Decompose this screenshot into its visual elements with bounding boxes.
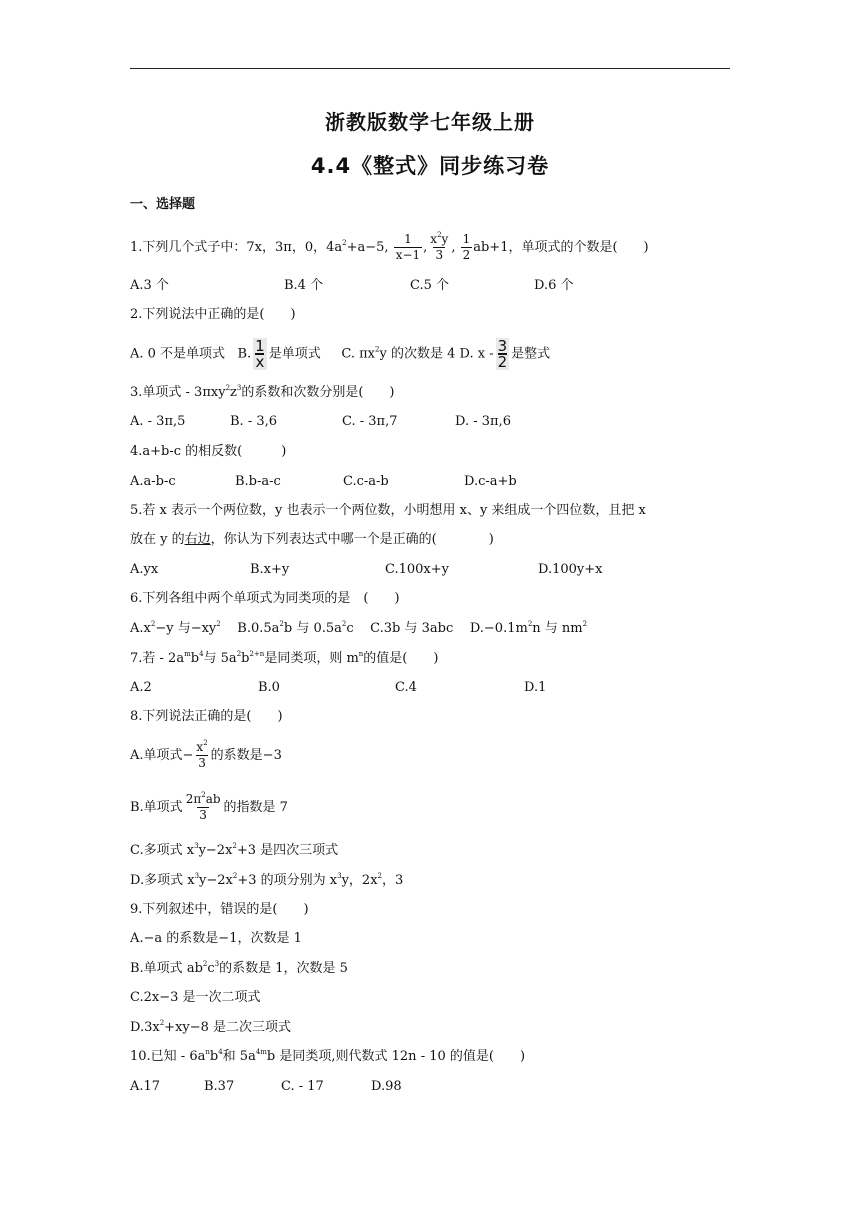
option-b: B.0 (258, 680, 280, 695)
option-c: C.4 (395, 680, 417, 695)
question-9-option-d: $D.3x^2+xy-8$ 是二次三项式 (130, 1019, 292, 1035)
document-title: 浙教版数学七年级上册 (325, 110, 535, 134)
option-a: A.2 (130, 680, 152, 695)
option-d: D.c-a+b (464, 474, 517, 489)
fraction: $\frac{1}{x-1}$ (395, 232, 421, 262)
question-1-stem: 1.下列几个式子中：7x，3π，0，$4a^2+a-5$, $\frac{1}{x-1}$ , $\frac{x^2y}{3}$ , $\frac{1}{2}$ ab+1，单项式的个数是( ) (130, 231, 649, 262)
option-a: A.yx (130, 562, 159, 577)
option-a: A.3 个 (130, 278, 169, 293)
option-b: B.b-a-c (235, 474, 281, 489)
option-c: C. - 17 (281, 1079, 324, 1094)
option-d: D.98 (371, 1079, 402, 1094)
question-2-stem: 2.下列说法中正确的是( ) (130, 307, 296, 322)
fraction: $\frac{x^2}{3}$ (196, 739, 208, 770)
section-heading: 一、选择题 (130, 197, 196, 212)
fraction: $\frac{x^2y}{3}$ (430, 231, 449, 262)
fraction: $\frac{1}{x}$ (255, 337, 265, 371)
question-10-stem: 10.已知 - $6a^nb^4$和 $5a^{4m}b$ 是同类项,则代数式 12n - 10 的值是( ) (130, 1048, 526, 1064)
option-d: D. - 3π,6 (455, 414, 511, 429)
option-c: C. - 3π,7 (342, 414, 398, 429)
option-c: C.c-a-b (343, 474, 389, 489)
question-5-stem-line-2: 放在 y 的右边，你认为下列表达式中哪一个是正确的( ) (130, 532, 494, 547)
document-subtitle: 4.4《整式》同步练习卷 (310, 154, 550, 178)
question-8-option-c: C.多项式 $x^3y-2x^2+3$ 是四次三项式 (130, 842, 339, 858)
header-rule (130, 68, 730, 69)
question-9-stem: 9.下列叙述中，错误的是( ) (130, 902, 309, 917)
option-d: D.6 个 (534, 278, 574, 293)
question-2-options: A. 0 不是单项式 B. $\frac{1}{x}$ 是单项式 C. $\pi x^2y$ 的次数是 4 D. x - $\frac{3}{2}$ 是整式 (130, 337, 551, 371)
question-8-option-b: B.单项式 $\frac{2\pi^2ab}{3}$ 的指数是 7 (130, 791, 288, 822)
option-b: B. - 3,6 (230, 414, 278, 429)
question-3-stem: 3.单项式 - $3\pi xy^2z^3$的系数和次数分别是( ) (130, 384, 395, 400)
option-d: D.1 (524, 680, 547, 695)
question-9-option-a: A.−a 的系数是−1，次数是 1 (130, 931, 302, 946)
fraction: $\frac{1}{2}$ (462, 232, 471, 262)
question-6-stem: 6.下列各组中两个单项式为同类项的是 ( ) (130, 591, 400, 606)
question-6-options: $A.x^2-y$ 与$-xy^2$ $B.0.5a^2b$ 与 $0.5a^2c$ C.3b 与 3abc $D.-0.1m^2n$ 与 $nm^2$ (130, 620, 588, 636)
option-c: C.100x+y (385, 562, 449, 577)
option-a: A.17 (130, 1079, 161, 1094)
option-c: C.5 个 (410, 278, 450, 293)
option-b: B.4 个 (284, 278, 324, 293)
question-8-option-a: A.单项式− $\frac{x^2}{3}$ 的系数是−3 (130, 739, 282, 770)
fraction: $\frac{3}{2}$ (497, 337, 508, 371)
question-8-stem: 8.下列说法正确的是( ) (130, 709, 283, 724)
option-d: D.100y+x (538, 562, 603, 577)
option-b: B.x+y (250, 562, 290, 577)
question-9-option-b: B.单项式 $ab^2c^3$的系数是 1，次数是 5 (130, 960, 348, 976)
question-9-option-c: C.2x−3 是一次二项式 (130, 990, 261, 1005)
option-b: B.37 (204, 1079, 235, 1094)
question-8-option-d: D.多项式 $x^3y-2x^2+3$ 的项分别为 $x^3y$，$2x^2$，3 (130, 872, 404, 888)
question-5-stem-line-1: 5.若 x 表示一个两位数，y 也表示一个两位数，小明想用 x、y 来组成一个四位数，且把 x (130, 503, 646, 518)
fraction: $\frac{2\pi^2ab}{3}$ (185, 791, 221, 822)
option-a: A. - 3π,5 (130, 414, 186, 429)
option-a: A.a-b-c (130, 474, 176, 489)
question-4-stem: 4.a+b-c 的相反数( ) (130, 444, 287, 459)
question-7-stem: 7.若 - $2a^mb^4$与 $5a^2b^{2+n}$是同类项，则 $m^n$的值是( ) (130, 650, 439, 666)
